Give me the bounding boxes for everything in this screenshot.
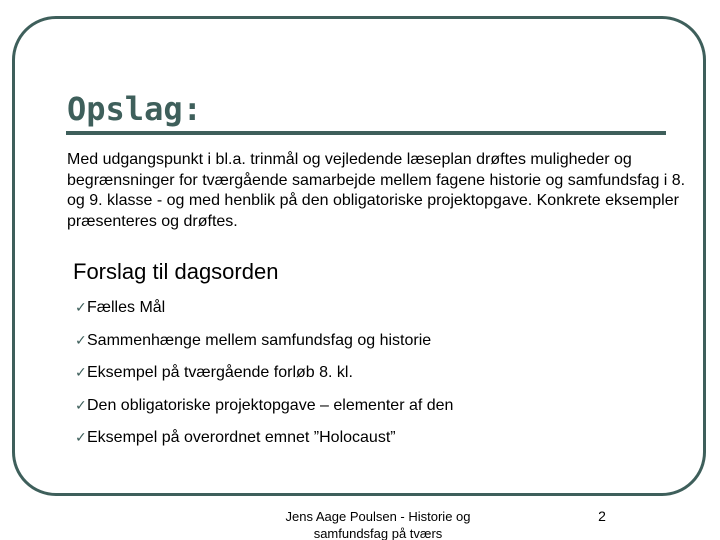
intro-paragraph: Med udgangspunkt i bl.a. trinmål og vejledende læseplan drøftes muligheder og begrænsninger for tværgående samarbejde mellem fagene historie og samfundsfag i 8. og 9. klasse - og med henblik på den obligatoriske projektopgave. Konkrete eksempler præsenteres og drøftes. [67, 151, 686, 230]
agenda-item [75, 297, 453, 330]
agenda-item [75, 395, 453, 428]
agenda-item [75, 330, 453, 363]
title-underline [66, 131, 666, 135]
agenda-item [75, 362, 453, 395]
agenda-item-text: Eksempel på overordnet emnet ”Holocaust” [87, 429, 396, 446]
agenda-list [75, 297, 453, 460]
checkmark-icon: ✓ [75, 300, 87, 316]
agenda-item-text: Eksempel på tværgående forløb 8. kl. [87, 364, 353, 381]
slide-title: Opslag: [67, 90, 202, 128]
agenda-item-text: Fælles Mål [87, 299, 166, 316]
checkmark-icon: ✓ [75, 430, 87, 446]
checkmark-icon: ✓ [75, 365, 87, 381]
agenda-item-text: Den obligatoriske projektopgave – elementer af den [87, 396, 454, 414]
checkmark-icon: ✓ [75, 332, 87, 349]
agenda-item-text: Sammenhænge mellem samfundsfag og historie [87, 331, 432, 349]
page-number: 2 [598, 508, 606, 524]
agenda-heading: Forslag til dagsorden [73, 259, 279, 284]
footer-text: Jens Aage Poulsen - Historie og samfundsfag på tværs [285, 509, 471, 540]
checkmark-icon: ✓ [75, 397, 87, 414]
agenda-item [75, 427, 453, 460]
